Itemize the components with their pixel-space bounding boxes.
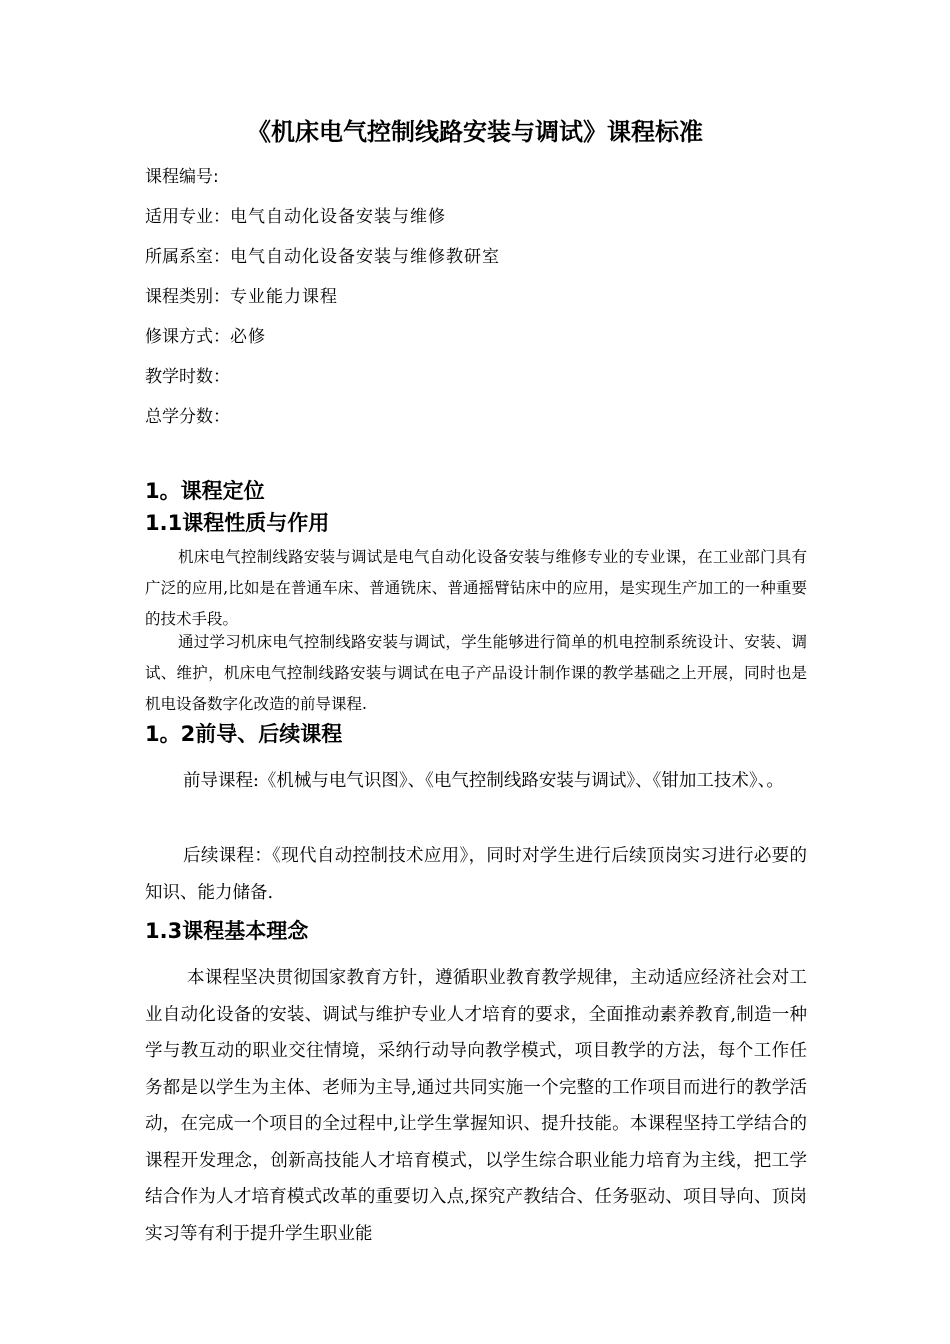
department-separator: ： xyxy=(213,247,230,267)
course-info-row-credits xyxy=(145,402,825,442)
study-mode-separator: ： xyxy=(213,327,230,347)
course-info-row-mode xyxy=(145,322,825,362)
course-info-list xyxy=(145,162,825,442)
course-info-row-department xyxy=(145,242,825,282)
major-value: 电气自动化设备安装与维修 xyxy=(230,207,446,227)
teaching-hours-label: 教学时数 xyxy=(145,367,213,387)
subsection-heading-basic-concept: 1.3课程基本理念 xyxy=(145,919,309,943)
department-value: 电气自动化设备安装与维修教研室 xyxy=(230,247,500,267)
category-value: 专业能力课程 xyxy=(230,287,338,307)
study-mode-value: 必修 xyxy=(230,327,266,347)
major-separator: ： xyxy=(213,207,230,227)
department-label: 所属系室 xyxy=(145,247,213,267)
section-heading-course-positioning: 1。课程定位 xyxy=(145,479,265,503)
document-title: 《机床电气控制线路安装与调试》课程标准 xyxy=(247,118,703,146)
subsection-heading-nature-role: 1.1课程性质与作用 xyxy=(145,511,330,535)
paragraph-prerequisite-courses: 前导课程:《机械与电气识图》、《电气控制线路安装与调试》、《钳加工技术》、。 xyxy=(183,771,784,791)
course-info-row-hours xyxy=(145,362,825,402)
total-credits-label: 总学分数 xyxy=(145,407,213,427)
category-label: 课程类别 xyxy=(145,287,213,307)
paragraph-nature-role-2: 通过学习机床电气控制线路安装与调试，学生能够进行简单的机电控制系统设计、安装、调试、维护，机床电气控制线路安装与调试在电子产品设计制作课的教学基础之上开展，同时也是机电设备数字化改造的前导课程. xyxy=(145,633,807,713)
total-credits-separator: ： xyxy=(213,407,230,427)
course-info-row-major xyxy=(145,202,825,242)
course-code-separator: : xyxy=(213,167,219,187)
paragraph-basic-concept: 本课程坚决贯彻国家教育方针，遵循职业教育教学规律，主动适应经济社会对工业自动化设备的安装、调试与维护专业人才培育的要求，全面推动素养教育,制造一种学与教互动的职业交往情境，采纳行动导向教学模式，项目教学的方法，每个工作任务都是以学生为主体、老师为主导,通过共同实施一个完整的工作项目而进行的教学活动，在完成一个项目的全过程中,让学生掌握知识、提升技能。本课程坚持工学结合的课程开发理念，创新高技能人才培育模式，以学生综合职业能力培育为主线，把工学结合作为人才培育模式改革的重要切入点,探究产教结合、任务驱动、项目导向、顶岗实习等有利于提升学生职业能 xyxy=(145,968,807,1244)
study-mode-label: 修课方式 xyxy=(145,327,213,347)
course-code-label: 课程编号 xyxy=(145,167,213,187)
subsection-heading-prerequisite-followup: 1。2前导、后续课程 xyxy=(145,722,343,746)
course-info-row-code xyxy=(145,162,825,202)
teaching-hours-separator: ： xyxy=(213,367,230,387)
course-info-row-category xyxy=(145,282,825,322)
major-label: 适用专业 xyxy=(145,207,213,227)
category-separator: ： xyxy=(213,287,230,307)
paragraph-followup-courses: 后续课程：《现代自动控制技术应用》，同时对学生进行后续顶岗实习进行必要的知识、能力储备. xyxy=(145,846,807,903)
paragraph-nature-role-1: 机床电气控制线路安装与调试是电气自动化设备安装与维修专业的专业课，在工业部门具有广泛的应用,比如是在普通车床、普通铣床、普通摇臂钻床中的应用，是实现生产加工的一种重要的技术手段。 xyxy=(145,548,807,628)
